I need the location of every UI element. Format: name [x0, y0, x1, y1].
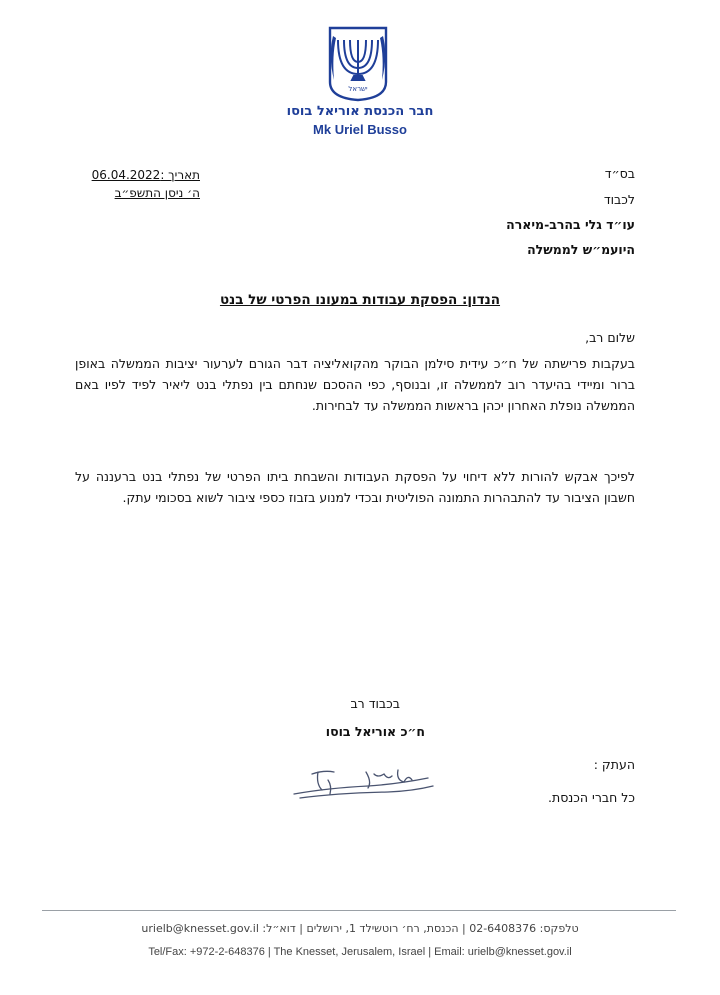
hebrew-date: ה׳ ניסן התשפ״ב — [114, 186, 200, 200]
body-paragraph-1: בעקבות פרישתה של ח״כ עידית סילמן הבוקר מהקואליציה דבר הגורם לערעור יציבות הממשלה באופן ברור ומיידי בהיעדר רוב לממשלה זו, ובנוסף, כפי ההסכם שנחתם בין נפתלי בנט ליאיר לפיד לפיו באם הממשלה נופלת האחרון יכהן בראשות הממשלה עד לבחירות. — [75, 356, 635, 413]
letterhead-name-english: Mk Uriel Busso — [313, 122, 407, 137]
date-block — [50, 166, 200, 202]
menorah-emblem-icon — [326, 26, 390, 102]
emblem-text: ישראל — [348, 85, 368, 93]
bsd-mark: בס״ד — [604, 166, 635, 181]
closing-sign-off: בכבוד רב — [350, 696, 400, 711]
handwritten-signature-icon — [288, 760, 438, 802]
letterhead-name-hebrew: חבר הכנסת אוריאל בוסו — [286, 104, 434, 119]
letter-date: תאריך :06.04.2022 — [91, 168, 200, 182]
body-paragraph-2: לפיכך אבקש להורות ללא דיחוי על הפסקת העבודות והשבחת ביתו הפרטי של נפתלי בנט ברעננה על חשבון הציבור עד להתבהרות התמונה הפוליטית ובכדי למנוע בזבוז כספי ציבור לשוא בסכומי עתק. — [75, 469, 635, 505]
signer-name: ח״כ אוריאל בוסו — [325, 724, 425, 739]
addressee-role: היועמ״ש לממשלה — [527, 242, 635, 257]
footer-contact-english: Tel/Fax: +972-2-648376 | The Knesset, Jerusalem, Israel | Email: urielb@knesset.gov.il — [148, 946, 572, 958]
footer-contact-hebrew: טלפקס: 02-6408376 | הכנסת, רח׳ רוטשילד 1, ירושלים | דוא״ל: urielb@knesset.gov.il — [141, 922, 579, 935]
addressee-name: עו״ד גלי בהרב-מיארה — [506, 217, 635, 232]
letter-subject: הנדון: הפסקת עבודות במעונו הפרטי של בנט — [219, 292, 501, 308]
footer-divider — [42, 910, 676, 911]
to-label: לכבוד — [603, 192, 635, 207]
greeting: שלום רב, — [585, 330, 635, 345]
cc-recipients: כל חברי הכנסת. — [548, 790, 635, 805]
cc-label: העתק : — [593, 757, 635, 772]
